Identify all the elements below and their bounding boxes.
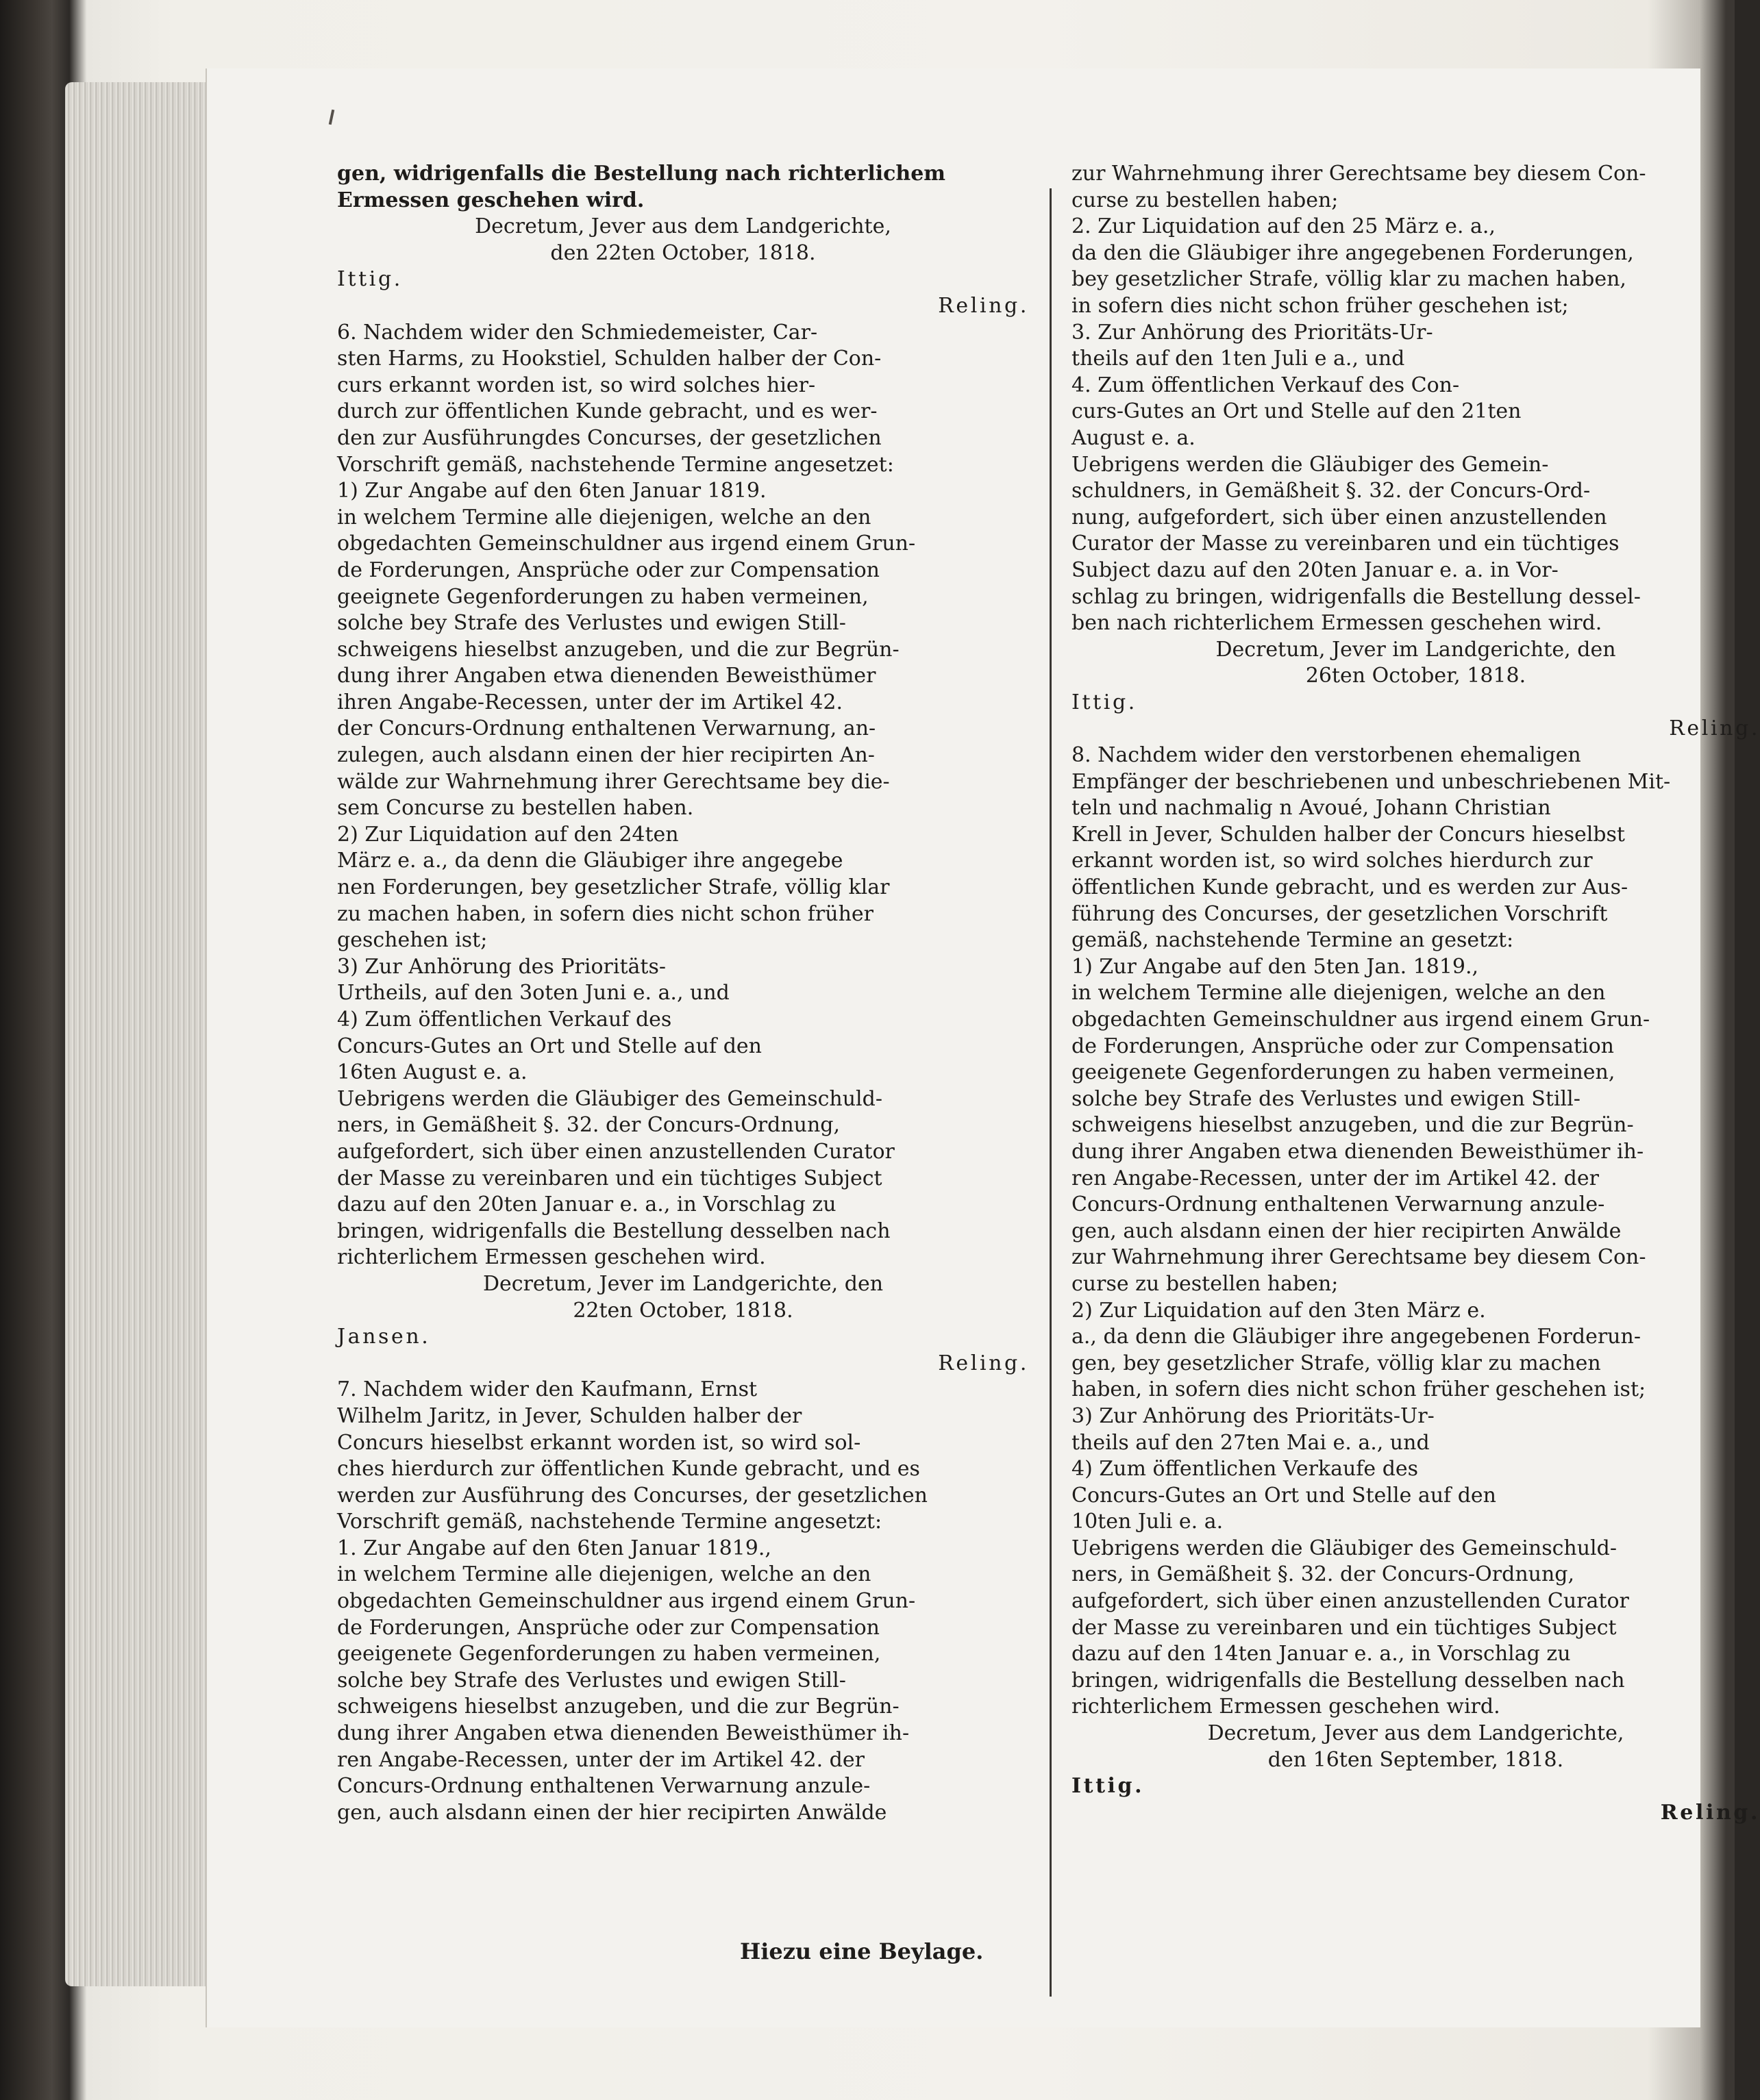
footer-note: Hiezu eine Beylage. bbox=[740, 1938, 984, 1964]
right-decree-1: Decretum, Jever im Landgerichte, den 26ten October, 1818. bbox=[1215, 637, 1616, 688]
left-notice-6-intro: 6. Nachdem wider den Schmiedemeister, Car- sten Harms, zu Hookstiel, Schulden halber der Con- curs erkannt worden ist, so wird solches hier- durch zur öffentlichen Kunde gebracht, und es wer- den zur Ausführungdes Concurses, der gesetzlichen Vorschrift gemäß, nachstehende Termine angesetzet: bbox=[337, 320, 894, 477]
right-column bbox=[1071, 161, 1760, 1826]
left-signature-ittig: Ittig. bbox=[337, 267, 403, 292]
left-notice-6-term-2: 2) Zur Liquidation auf den 24ten März e. a., da denn die Gläubiger ihre angegebe nen Forderungen, bey gesetzlicher Strafe, völlig klar zu machen haben, in sofern dies nicht schon früher geschehen ist; bbox=[337, 822, 890, 953]
left-signature-reling: Reling. bbox=[938, 293, 1029, 318]
right-signature-ittig-2: Ittig. bbox=[1071, 1774, 1145, 1799]
left-notice-6-term-1: 1) Zur Angabe auf den 6ten Januar 1819. in welchem Termine alle diejenigen, welche an den obgedachten Gemeinschuldner aus irgend einem Grun- de Forderungen, Ansprüche oder zur Compensation geeignete Gegenforderungen zu haben vermeinen, solche bey Strafe des Verlustes und ewigen Still- schweigens hieselbst anzugeben, und die zur Begrün- dung ihrer Angaben etwa dienenden Beweisthümer ihren Angabe-Recessen, unter der im Artikel 42. der Concurs-Ordnung enthaltenen Verwarnung, an- zulegen, auch alsdann einen der hier recipirten An- wälde zur Wahrnehmung ihrer Gerechtsame bey die- sem Concurse zu bestellen haben. bbox=[337, 479, 916, 821]
right-signature-reling: Reling. bbox=[1669, 716, 1760, 741]
left-signature-reling-2: Reling. bbox=[938, 1351, 1029, 1375]
ink-mark bbox=[329, 110, 334, 125]
right-signature-reling-2: Reling. bbox=[1660, 1800, 1760, 1825]
left-column bbox=[337, 161, 1029, 1826]
right-signature-ittig: Ittig. bbox=[1071, 690, 1137, 714]
right-notice-7-term-3: 3. Zur Anhörung des Prioritäts-Ur- theils auf den 1ten Juli e a., und bbox=[1071, 320, 1433, 371]
right-notice-8-intro: 8. Nachdem wider den verstorbenen ehemaligen Empfänger der beschriebenen und unbeschriebenen Mit- teln und nachmalig n Avoué, Johann Christian Krell in Jever, Schulden halber der Concurs hieselbst erkannt worden ist, so wird solches hierdurch zur öffentlichen Kunde gebracht, und es werden zur Aus- führung des Concurses, der gesetzlichen Vorschrift gemäß, nachstehende Termine an gesetzt: bbox=[1071, 743, 1671, 953]
right-notice-8-term-3: 3) Zur Anhörung des Prioritäts-Ur- theils auf den 27ten Mai e. a., und bbox=[1071, 1403, 1435, 1455]
book-page-edges bbox=[65, 82, 206, 1986]
right-decree-2: Decretum, Jever aus dem Landgerichte, den 16ten September, 1818. bbox=[1207, 1721, 1624, 1772]
right-notice-8-term-2: 2) Zur Liquidation auf den 3ten März e. a., da denn die Gläubiger ihre angegebenen Forderun- gen, bey gesetzlicher Strafe, völlig klar zu machen haben, in sofern dies nicht schon früher geschehen ist; bbox=[1071, 1298, 1646, 1402]
left-notice-6-term-4: 4) Zum öffentlichen Verkauf des Concurs-Gutes an Ort und Stelle auf den 16ten August e. a. bbox=[337, 1008, 762, 1085]
right-notice-8-curator: Uebrigens werden die Gläubiger des Gemeinschuld- ners, in Gemäßheit §. 32. der Concurs-Ordnung, aufgefordert, sich über einen anzustellenden Curator der Masse zu vereinbaren und ein tüchtiges Subject dazu auf den 14ten Januar e. a., in Vorschlag zu bringen, widrigenfalls die Bestellung desselben nach richterlichem Ermessen geschehen wird. bbox=[1071, 1536, 1629, 1719]
right-notice-7-term-4: 4. Zum öffentlichen Verkauf des Con- curs-Gutes an Ort und Stelle auf den 21ten August e. a. bbox=[1071, 373, 1522, 450]
column-divider bbox=[1050, 188, 1052, 1997]
left-notice-7-intro: 7. Nachdem wider den Kaufmann, Ernst Wilhelm Jaritz, in Jever, Schulden halber der Concurs hieselbst erkannt worden ist, so wird sol- ches hierdurch zur öffentlichen Kunde gebracht, und es werden zur Ausführung des Concurses, der gesetzlichen Vorschrift gemäß, nachstehende Termine angesetzt: bbox=[337, 1377, 928, 1534]
left-text-block-0: gen, widrigenfalls die Bestellung nach richterlichem Ermessen geschehen wird. bbox=[337, 162, 946, 212]
right-notice-8-term-1: 1) Zur Angabe auf den 5ten Jan. 1819., in welchem Termine alle diejenigen, welche an den obgedachten Gemeinschuldner aus irgend einem Grun- de Forderungen, Ansprüche oder zur Compensation geeigenete Gegenforderungen zu haben vermeinen, solche bey Strafe des Verlustes und ewigen Still- schweigens hieselbst anzugeben, und die zur Begrün- dung ihrer Angaben etwa dienenden Beweisthümer ih- ren Angabe-Recessen, unter der im Artikel 42. der Concurs-Ordnung enthaltenen Verwarnung anzule- gen, auch alsdann einen der hier recipirten Anwälde zur Wahrnehmung ihrer Gerechtsame bey diesem Con- curse zu bestellen haben; bbox=[1071, 954, 1650, 1296]
document-page bbox=[206, 68, 1760, 2027]
right-notice-7-cont: zur Wahrnehmung ihrer Gerechtsame bey diesem Con- curse zu bestellen haben; bbox=[1071, 162, 1646, 212]
left-notice-6-curator: Uebrigens werden die Gläubiger des Gemeinschuld- ners, in Gemäßheit §. 32. der Concurs-Ordnung, aufgefordert, sich über einen anzustellenden Curator der Masse zu vereinbaren und ein tüchtiges Subject dazu auf den 20ten Januar e. a., in Vorschlag zu bringen, widrigenfalls die Bestellung desselben nach richterlichem Ermessen geschehen wird. bbox=[337, 1086, 895, 1270]
left-signature-jansen: Jansen. bbox=[337, 1325, 431, 1349]
left-decree-2: Decretum, Jever im Landgerichte, den 22ten October, 1818. bbox=[482, 1271, 884, 1323]
right-notice-8-term-4: 4) Zum öffentlichen Verkaufe des Concurs-Gutes an Ort und Stelle auf den 10ten Juli e. a. bbox=[1071, 1457, 1496, 1534]
right-notice-7-term-2: 2. Zur Liquidation auf den 25 März e. a., da den die Gläubiger ihre angegebenen Forderungen, bey gesetzlicher Strafe, völlig klar zu machen haben, in sofern dies nicht schon früher geschehen ist; bbox=[1071, 214, 1634, 318]
left-notice-7-term-1: 1. Zur Angabe auf den 6ten Januar 1819., in welchem Termine alle diejenigen, welche an den obgedachten Gemeinschuldner aus irgend einem Grun- de Forderungen, Ansprüche oder zur Compensation geeigenete Gegenforderungen zu haben vermeinen, solche bey Strafe des Verlustes und ewigen Still- schweigens hieselbst anzugeben, und die zur Begrün- dung ihrer Angaben etwa dienenden Beweisthümer ih- ren Angabe-Recessen, unter der im Artikel 42. der Concurs-Ordnung enthaltenen Verwarnung anzule- gen, auch alsdann einen der hier recipirten Anwälde bbox=[337, 1536, 916, 1825]
left-decree-1: Decretum, Jever aus dem Landgerichte, den 22ten October, 1818. bbox=[475, 214, 891, 265]
right-notice-7-curator: Uebrigens werden die Gläubiger des Gemein- schuldners, in Gemäßheit §. 32. der Concurs-Ord- nung, aufgefordert, sich über einen anzustellenden Curator der Masse zu vereinbaren und ein tüchtiges Subject dazu auf den 20ten Januar e. a. in Vor- schlag zu bringen, widrigenfalls die Bestellung dessel- ben nach richterlichem Ermessen geschehen wird. bbox=[1071, 452, 1641, 636]
left-notice-6-term-3: 3) Zur Anhörung des Prioritäts- Urtheils, auf den 3oten Juni e. a., und bbox=[337, 954, 730, 1005]
